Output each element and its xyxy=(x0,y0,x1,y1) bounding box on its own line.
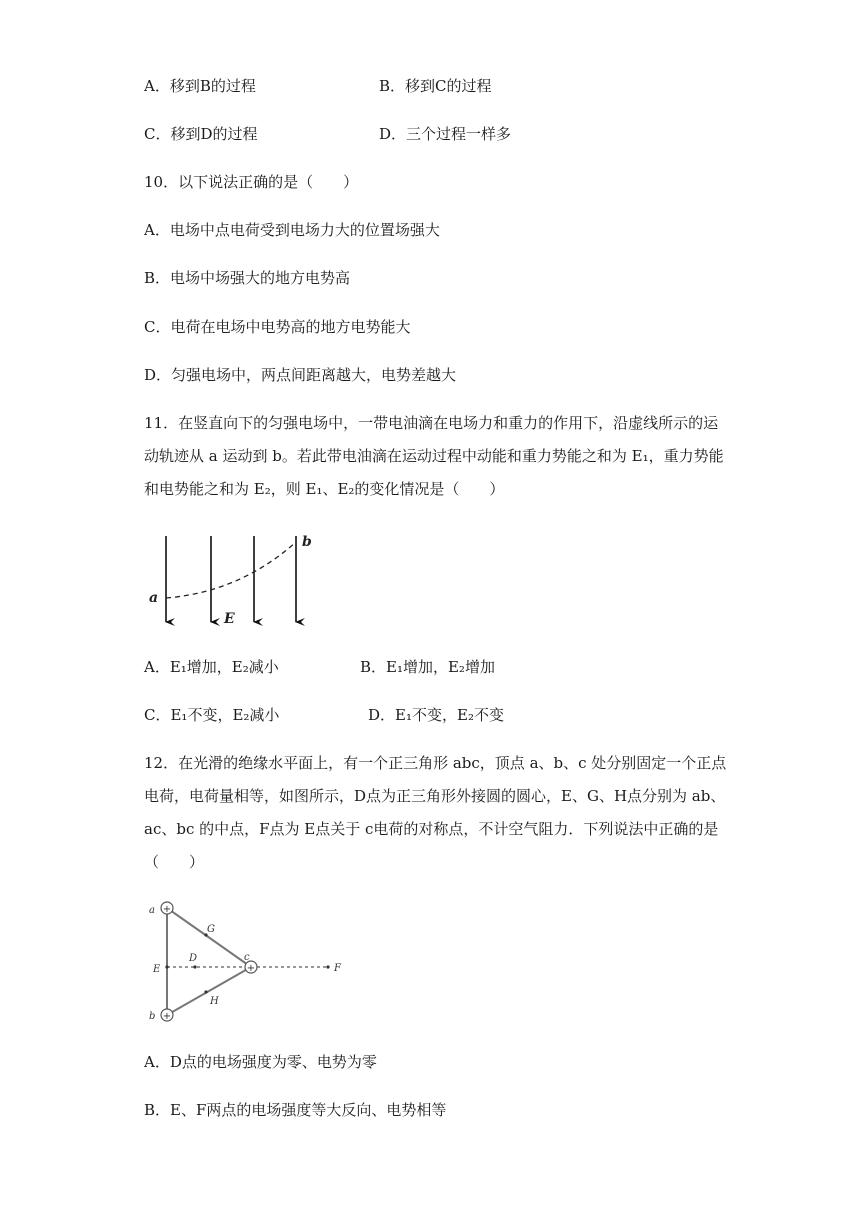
trajectory-path xyxy=(166,542,296,598)
point-e-dot xyxy=(165,965,168,968)
label-c: c xyxy=(244,952,250,963)
q12-stem-line3: ac、bc 的中点，F点为 E点关于 c电荷的对称点，不计空气阻力．下列说法中正确的是 xyxy=(144,820,719,838)
label-b: b xyxy=(149,1011,156,1022)
q11-option-d: D．E₁不变，E₂不变 xyxy=(368,706,504,724)
q12-option-a: A．D点的电场强度为零、电势为零 xyxy=(144,1053,377,1071)
q10-option-a: A．电场中点电荷受到电场力大的位置场强大 xyxy=(144,221,440,239)
point-f-dot xyxy=(326,965,329,968)
q11-option-b: B．E₁增加，E₂增加 xyxy=(360,658,495,676)
q11-stem-line1: 11．在竖直向下的匀强电场中，一带电油滴在电场力和重力的作用下，沿虚线所示的运 xyxy=(144,414,719,432)
label-f: F xyxy=(334,963,341,974)
field-e-label: E xyxy=(224,611,235,627)
q11-option-a: A．E₁增加，E₂减小 xyxy=(144,658,279,676)
q10-option-c: C．电荷在电场中电势高的地方电势能大 xyxy=(144,318,411,336)
q10-stem: 10．以下说法正确的是（ ） xyxy=(144,173,359,191)
q12-triangle-figure xyxy=(144,902,354,1032)
label-e: E xyxy=(153,964,161,975)
side-ac xyxy=(167,908,251,967)
q9-option-b: B．移到C的过程 xyxy=(379,77,492,95)
point-d-dot xyxy=(193,965,196,968)
label-g: G xyxy=(207,924,215,935)
label-h: H xyxy=(210,996,219,1007)
label-d: D xyxy=(189,953,198,964)
charge-c-sign: + xyxy=(246,963,256,974)
q9-option-d: D．三个过程一样多 xyxy=(379,125,512,143)
q11-stem-line2: 动轨迹从 a 运动到 b。若此带电油滴在运动过程中动能和重力势能之和为 E₁，重力势能 xyxy=(144,447,724,465)
q12-stem-line2: 电荷，电荷量相等，如图所示，D点为正三角形外接圆的圆心，E、G、H点分别为 ab、 xyxy=(144,787,726,805)
side-bc xyxy=(167,967,251,1015)
q11-field-figure xyxy=(140,530,320,630)
q11-stem-line3: 和电势能之和为 E₂，则 E₁、E₂的变化情况是（ ） xyxy=(144,480,505,498)
point-h-dot xyxy=(204,990,207,993)
charge-b-sign: + xyxy=(162,1011,172,1022)
point-a-label: a xyxy=(149,590,159,606)
charge-a-sign: + xyxy=(162,904,172,915)
q12-stem-line1: 12．在光滑的绝缘水平面上，有一个正三角形 abc，顶点 a、b、c 处分别固定一个正点 xyxy=(144,754,727,772)
q10-option-b: B．电场中场强大的地方电势高 xyxy=(144,269,351,287)
q12-stem-line4: （ ） xyxy=(144,853,205,871)
point-b-label: b xyxy=(302,534,312,550)
label-a: a xyxy=(149,905,155,916)
q9-option-a: A．移到B的过程 xyxy=(144,77,256,95)
q11-option-c: C．E₁不变，E₂减小 xyxy=(144,706,280,724)
q10-option-d: D．匀强电场中，两点间距离越大，电势差越大 xyxy=(144,366,457,384)
q12-option-b: B．E、F两点的电场强度等大反向、电势相等 xyxy=(144,1101,447,1119)
q9-option-c: C．移到D的过程 xyxy=(144,125,258,143)
